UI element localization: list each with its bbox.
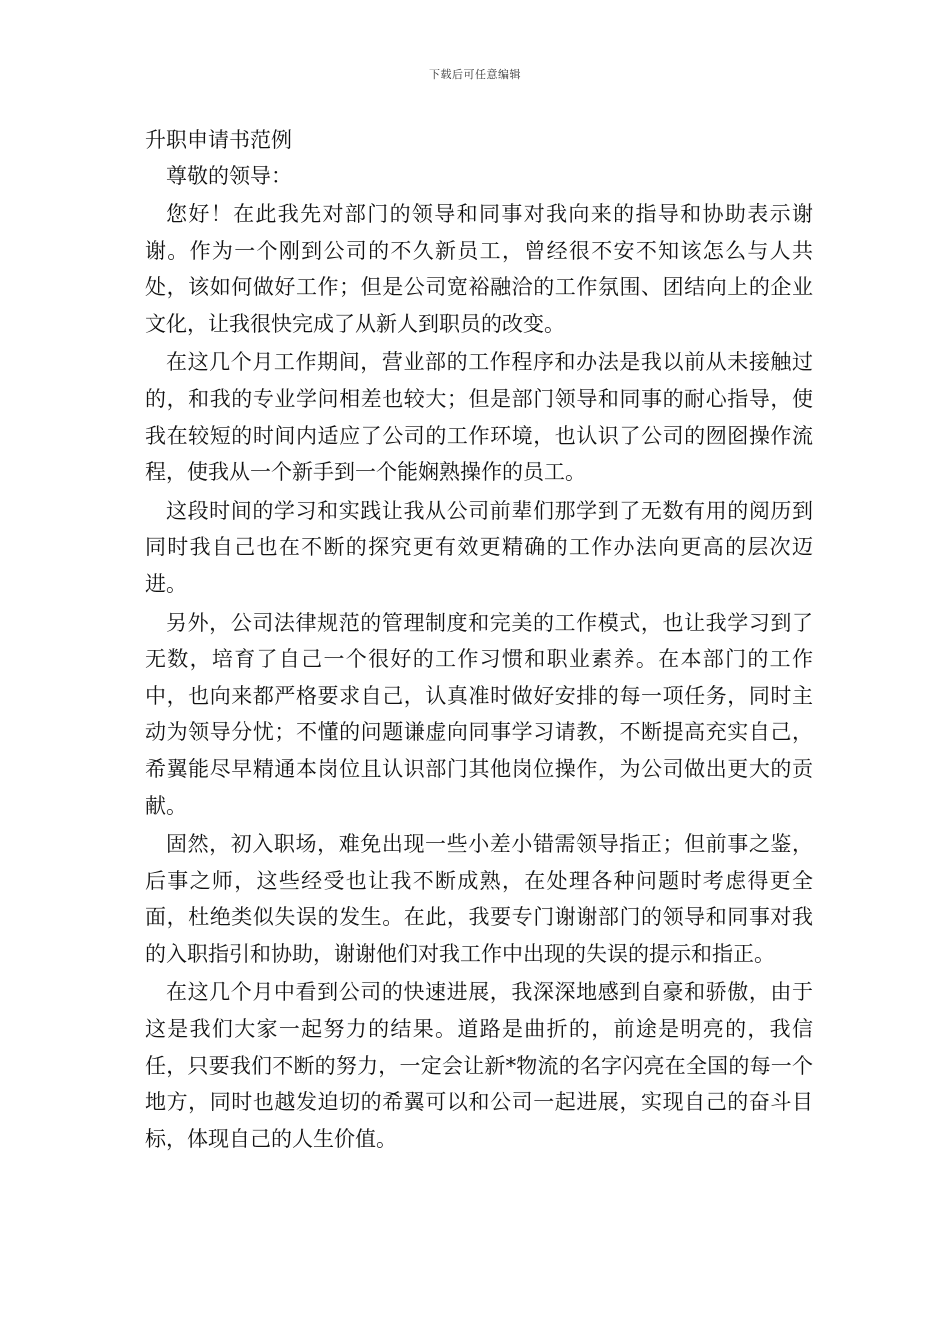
- document-body: [145, 122, 813, 1159]
- document-title: 升职申请书范例: [145, 128, 292, 152]
- paragraph: 这段时间的学习和实践让我从公司前辈们那学到了无数有用的阅历到同时我自己也在不断的探究更有效更精确的工作办法向更高的层次迈进。: [145, 498, 813, 596]
- salutation: 尊敬的领导：: [166, 164, 292, 188]
- paragraph: 固然，初入职场，难免出现一些小差小错需领导指正；但前事之鉴，后事之师，这些经受也让我不断成熟，在处理各种问题时考虑得更全面，杜绝类似失误的发生。在此，我要专门谢谢部门的领导和同事对我的入职指引和协助，谢谢他们对我工作中出现的失误的提示和指正。: [145, 832, 813, 966]
- paragraph: 在这几个月中看到公司的快速进展，我深深地感到自豪和骄傲，由于这是我们大家一起努力的结果。道路是曲折的，前途是明亮的，我信任，只要我们不断的努力，一定会让新*物流的名字闪亮在全国的每一个地方，同时也越发迫切的希翼可以和公司一起进展，实现自己的奋斗目标，体现自己的人生价值。: [145, 980, 813, 1151]
- header-note: 下载后可任意编辑: [429, 68, 521, 81]
- paragraph: 另外，公司法律规范的管理制度和完美的工作模式，也让我学习到了无数，培育了自己一个很好的工作习惯和职业素养。在本部门的工作中，也向来都严格要求自己，认真准时做好安排的每一项任务，同时主动为领导分忧；不懂的问题谦虚向同事学习请教，不断提高充实自己，希翼能尽早精通本岗位且认识部门其他岗位操作，为公司做出更大的贡献。: [145, 610, 813, 818]
- paragraph: 您好！在此我先对部门的领导和同事对我向来的指导和协助表示谢谢。作为一个刚到公司的不久新员工，曾经很不安不知该怎么与人共处，该如何做好工作；但是公司宽裕融洽的工作氛围、团结向上的企业文化，让我很快完成了从新人到职员的改变。: [145, 202, 813, 336]
- paragraph: 在这几个月工作期间，营业部的工作程序和办法是我以前从未接触过的，和我的专业学问相差也较大；但是部门领导和同事的耐心指导，使我在较短的时间内适应了公司的工作环境，也认识了公司的囫囵操作流程，使我从一个新手到一个能娴熟操作的员工。: [145, 350, 813, 485]
